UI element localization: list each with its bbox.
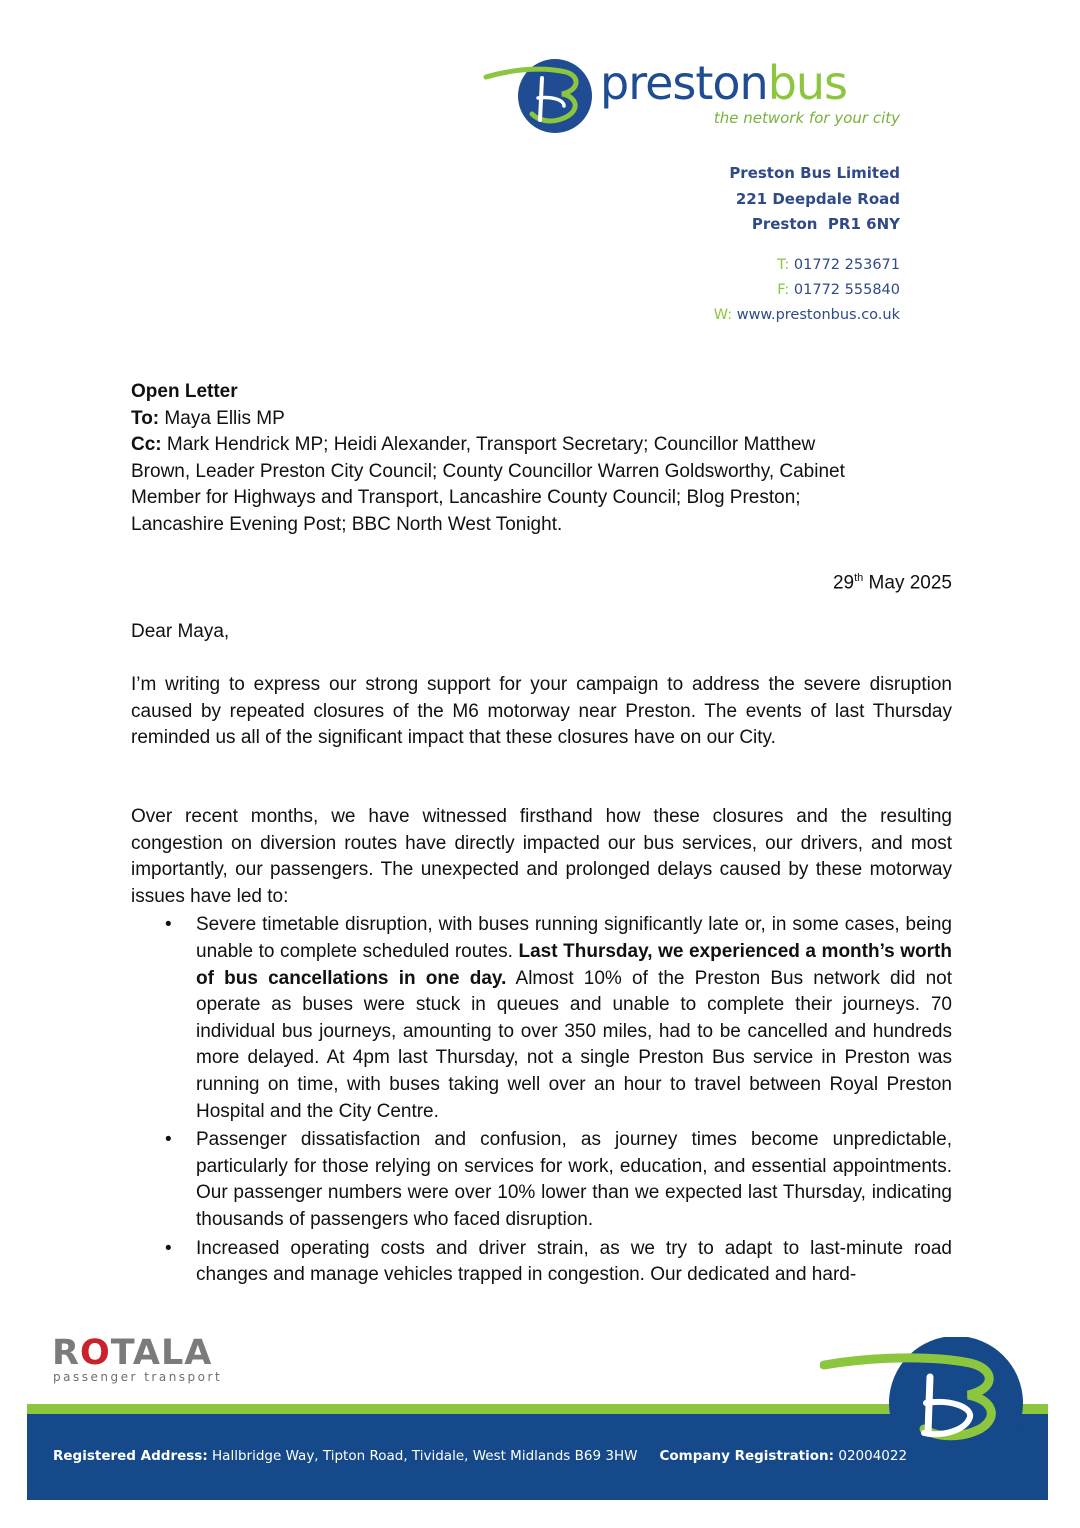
bullet-1-text-a: Severe timetable disruption, with buses running significantly late or, in some cases, being unable to complete scheduled routes. — [196, 914, 952, 962]
fax-label: F: — [777, 282, 790, 298]
telephone-line — [777, 257, 900, 273]
brand-wordmark-preston: preston — [600, 56, 768, 110]
rotala-rest: TALA — [110, 1333, 213, 1373]
cc-line-2: Brown, Leader Preston City Council; County Councillor Warren Goldsworthy, Cabinet — [131, 460, 845, 482]
footer-registration — [53, 1448, 907, 1464]
letter-heading: Open Letter — [131, 381, 238, 402]
date-day: 29 — [832, 572, 855, 594]
website-link[interactable]: www.prestonbus.co.uk — [736, 307, 900, 323]
list-item — [131, 1127, 952, 1233]
website-line — [714, 307, 900, 323]
to-line — [131, 406, 952, 433]
impact-list — [131, 912, 952, 1288]
paragraph-2: Over recent months, we have witnessed firsthand how these closures and the resulting congestion on diversion routes have directly impacted our bus services, our drivers, and most importantly, our passengers. The unexpected and prolonged delays caused by these motorway issues have led to: — [131, 806, 952, 907]
bullet-icon: • — [165, 914, 172, 936]
registered-address: Hallbridge Way, Tipton Road, Tividale, West Midlands B69 3HW — [212, 1448, 638, 1464]
telephone-number: 01772 253671 — [793, 257, 900, 273]
telephone-label: T: — [777, 257, 790, 273]
bullet-1-text-b: Almost 10% of the Preston Bus network did not operate as buses were stuck in queues and unable to complete their journeys. 70 individual bus journeys, amounting to over 350 miles, had to be cancelled and hundreds more delayed. At 4pm last Thursday, not a single Preston Bus service in Preston was running on time, with buses taking well over an hour to travel between Royal Preston Hospital and the City Centre. — [196, 967, 952, 1122]
brand-wordmark — [600, 56, 848, 110]
rotala-o: O — [79, 1333, 111, 1373]
bullet-1-highlight: Last Thursday, we experienced a month’s worth of bus cancellations in one day. — [196, 940, 952, 989]
list-item — [131, 912, 952, 1125]
salutation: Dear Maya, — [131, 621, 230, 642]
brand-tagline: the network for your city — [713, 109, 900, 127]
company-registration-number: 02004022 — [838, 1448, 908, 1464]
preston-bus-footer-logo-icon — [820, 1337, 1030, 1452]
registered-address-label: Registered Address: — [53, 1448, 208, 1464]
rotala-logo — [52, 1333, 213, 1373]
fax-number: 01772 555840 — [793, 282, 900, 298]
bullet-icon: • — [165, 1237, 172, 1259]
rotala-tagline: passenger transport — [53, 1370, 223, 1384]
bullet-2-text: Passenger dissatisfaction and confusion, as journey times become unpredictable, particularly for those relying on services for work, education, and essential appointments. Our passenger numbers were over 10% lower than we expected last Thursday, indicating thousands of passengers who faced disruption. — [196, 1129, 952, 1230]
to-recipient: Maya Ellis MP — [164, 407, 285, 429]
date-suffix: th — [854, 572, 864, 584]
rotala-r: R — [52, 1333, 80, 1373]
address-line-1: 221 Deepdale Road — [735, 190, 900, 208]
date-month-year: May 2025 — [868, 572, 952, 594]
letter-date — [131, 565, 952, 597]
cc-line-1 — [131, 432, 952, 459]
recipients-block — [131, 379, 952, 539]
website-label: W: — [713, 307, 733, 323]
fax-line — [777, 282, 900, 298]
cc-label: Cc: — [131, 434, 162, 456]
preston-bus-logo-icon — [480, 52, 600, 138]
cc-line-3: Member for Highways and Transport, Lancashire County Council; Blog Preston; — [131, 487, 801, 509]
company-name: Preston Bus Limited — [729, 164, 900, 182]
paragraph-2-block — [131, 804, 952, 1289]
address-line-2: Preston PR1 6NY — [751, 215, 900, 233]
cc-text-1: Mark Hendrick MP; Heidi Alexander, Transport Secretary; Councillor Matthew — [166, 434, 816, 456]
paragraph-1: I’m writing to express our strong support for your campaign to address the severe disruption caused by repeated closures of the M6 motorway near Preston. The events of last Thursday reminded us all of the significant impact that these closures have on our City. — [131, 674, 952, 749]
cc-line-4: Lancashire Evening Post; BBC North West Tonight. — [131, 513, 563, 535]
company-registration-label: Company Registration: — [659, 1448, 835, 1464]
bullet-3-text: Increased operating costs and driver strain, as we try to adapt to last-minute road changes and manage vehicles trapped in congestion. Our dedicated and hard- — [196, 1237, 952, 1286]
brand-wordmark-bus: bus — [767, 56, 848, 110]
bullet-icon: • — [165, 1129, 172, 1151]
to-label: To: — [131, 407, 160, 429]
list-item — [131, 1236, 952, 1289]
